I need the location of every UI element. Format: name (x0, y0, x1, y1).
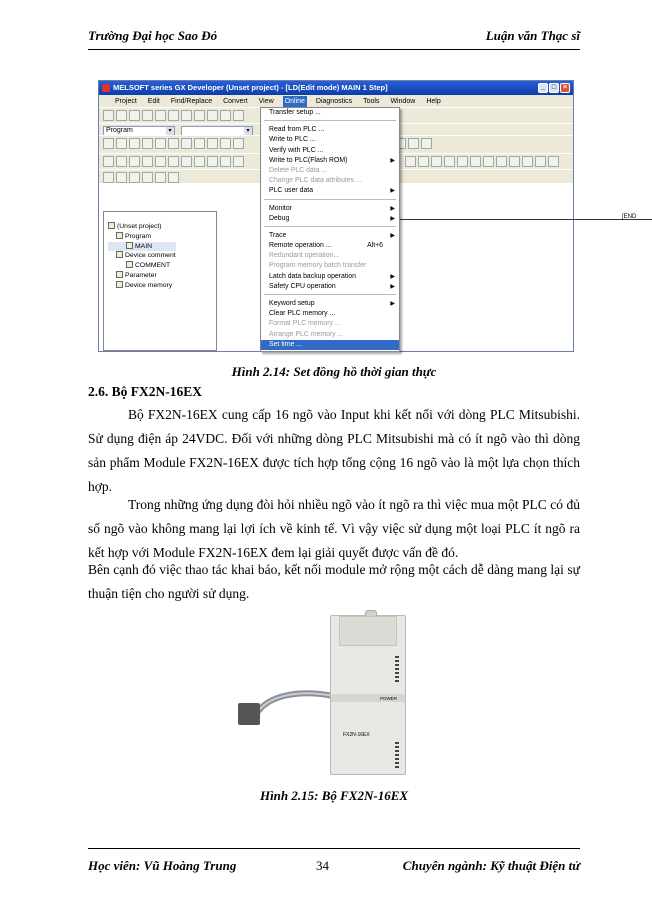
menu-item-write-to-plc-flash-rom[interactable] (261, 156, 399, 166)
menu-item-plc-user-data[interactable] (261, 186, 399, 196)
project-tree (108, 222, 176, 291)
print-icon[interactable] (142, 110, 153, 121)
tree-item-label: Parameter (125, 271, 157, 279)
menu-edit[interactable]: Edit (147, 97, 160, 105)
gx-developer-screenshot (98, 80, 637, 352)
menu-item-label: Trace (269, 231, 287, 239)
page-header (88, 28, 580, 48)
menu-item-debug[interactable] (261, 214, 399, 224)
section-heading: 2.6. Bộ FX2N-16EX (88, 384, 202, 399)
tool-icon[interactable] (548, 156, 559, 167)
tree-node-icon (116, 281, 123, 288)
menu-item-trace[interactable] (261, 231, 399, 241)
menu-item-monitor[interactable] (261, 204, 399, 214)
zoom-icon[interactable] (233, 110, 244, 121)
ladder-extra-icon[interactable] (421, 138, 432, 149)
menu-find-replace[interactable]: Find/Replace (170, 97, 213, 105)
paste-icon[interactable] (181, 110, 192, 121)
paragraph-2: Trong những ứng dụng đòi hỏi nhiều ngõ vào ít ngõ ra thì việc mua một PLC có đủ số ngõ vào không mang lại lợi ích về kinh tế. Vì vậy việc sử dụng một loại PLC ít ngõ ra kết hợp với Module FX2N-16EX đem lại giải quyết được vấn đề đó. (88, 497, 580, 560)
footer-major: Chuyên ngành: Kỹ thuật Điện tử (402, 858, 580, 873)
tree-node-icon (116, 271, 123, 278)
hline-icon[interactable] (181, 138, 192, 149)
parallel-no-icon[interactable] (129, 138, 140, 149)
tool-icon[interactable] (103, 156, 114, 167)
menu-item-change-plc-data-attributes (261, 176, 399, 186)
menu-item-set-time[interactable] (261, 340, 399, 350)
tool-icon[interactable] (535, 156, 546, 167)
menu-item-read-from-plc[interactable] (261, 125, 399, 135)
view-icon[interactable] (155, 172, 166, 183)
menu-view[interactable]: View (258, 97, 274, 105)
tool-icon[interactable] (116, 156, 127, 167)
tree-item[interactable] (108, 281, 176, 291)
undo-icon[interactable] (194, 110, 205, 121)
vline-icon[interactable] (194, 138, 205, 149)
submenu-arrow-icon: ▶ (390, 215, 395, 222)
tool-icon[interactable] (168, 156, 179, 167)
menu-item-keyword-setup[interactable] (261, 299, 399, 309)
parallel-nc-icon[interactable] (142, 138, 153, 149)
menu-item-program-memory-batch-transfer (261, 261, 399, 271)
end-instruction: [END (622, 214, 637, 220)
tree-item-label: COMMENT (135, 262, 171, 270)
terminal-cover (339, 616, 397, 646)
tool-icon[interactable] (207, 156, 218, 167)
app-logo-icon (102, 84, 110, 92)
menu-item-redundant-operation (261, 251, 399, 261)
minimize-icon[interactable]: _ (538, 83, 548, 93)
menu-item-label: Redundant operation... (269, 252, 340, 260)
submenu-arrow-icon: ▶ (390, 301, 395, 307)
maximize-icon[interactable]: □ (549, 83, 559, 93)
window-controls (538, 83, 570, 93)
tree-item-label: (Unset project) (117, 223, 162, 230)
tool-icon[interactable] (405, 156, 416, 167)
menu-tools[interactable]: Tools (363, 97, 380, 105)
menu-item-label: Debug (269, 214, 290, 222)
tree-item-label: Device comment (125, 252, 176, 260)
tool-icon[interactable] (233, 156, 244, 167)
page-footer (88, 858, 580, 878)
view-icon[interactable] (129, 172, 140, 183)
menu-item-label: Remote operation ... (269, 242, 332, 250)
tree-item[interactable] (108, 232, 176, 242)
falling-edge-icon[interactable] (220, 138, 231, 149)
expansion-module-body (330, 615, 406, 775)
submenu-arrow-icon: ▶ (390, 232, 395, 239)
tool-icon[interactable] (483, 156, 494, 167)
tree-node-icon (126, 242, 133, 249)
tree-item[interactable] (108, 242, 176, 252)
close-icon[interactable]: × (560, 83, 570, 93)
page-number: 34 (316, 858, 329, 873)
save-icon[interactable] (129, 110, 140, 121)
submenu-arrow-icon: ▶ (390, 283, 395, 290)
menu-project[interactable]: Project (115, 97, 137, 105)
tool-icon[interactable] (181, 156, 192, 167)
menu-item-verify-with-plc[interactable] (261, 146, 399, 156)
tool-icon[interactable] (194, 156, 205, 167)
menu-shortcut: Alt+6 (367, 242, 383, 250)
menu-item-label: Program memory batch transfer (269, 262, 367, 270)
menu-item-transfer-setup[interactable] (261, 108, 399, 118)
header-divider (88, 49, 580, 50)
menu-item-remote-operation[interactable] (261, 241, 399, 251)
new-file-icon[interactable] (103, 110, 114, 121)
contact-nc-icon[interactable] (116, 138, 127, 149)
menu-item-delete-plc-data (261, 166, 399, 176)
contact-no-icon[interactable] (103, 138, 114, 149)
tool-icon[interactable] (155, 156, 166, 167)
menu-window[interactable]: Window (390, 97, 416, 105)
tool-icon[interactable] (509, 156, 520, 167)
tree-item[interactable] (108, 222, 176, 232)
tool-icon[interactable] (522, 156, 533, 167)
rising-edge-icon[interactable] (207, 138, 218, 149)
menu-item-label: Write to PLC(Flash ROM) (269, 156, 348, 164)
tree-item[interactable] (108, 251, 176, 261)
menu-item-safety-cpu-operation[interactable] (261, 282, 399, 292)
menu-item-label: Set time ... (269, 340, 302, 348)
tree-item-label: MAIN (135, 242, 152, 250)
menu-item-label: PLC user data (269, 187, 314, 195)
tool-icon[interactable] (444, 156, 455, 167)
tool-icon[interactable] (142, 156, 153, 167)
tree-node-icon (126, 261, 133, 268)
open-file-icon[interactable] (116, 110, 127, 121)
input-led-row-bottom (395, 742, 399, 768)
menu-item-label: Write to PLC ... (269, 136, 316, 144)
submenu-arrow-icon: ▶ (390, 273, 395, 280)
copy-icon[interactable] (168, 110, 179, 121)
menu-bar (99, 95, 573, 107)
menu-item-label: Format PLC memory ... (269, 320, 341, 328)
online-menu-dropdown (260, 107, 400, 352)
menu-item-clear-plc-memory[interactable] (261, 309, 399, 319)
tool-icon[interactable] (431, 156, 442, 167)
menu-item-label: Safety CPU operation (269, 282, 336, 290)
tool-icon[interactable] (220, 156, 231, 167)
delete-line-icon[interactable] (233, 138, 244, 149)
cable-connector (238, 703, 260, 725)
paragraph-1: Bộ FX2N-16EX cung cấp 16 ngõ vào Input khi kết nối với dòng PLC Mitsubishi. Sử dụng điện áp 24VDC. Đối với những dòng PLC Mitsubishi mà có ít ngõ vào thì dòng sản phẩm Module FX2N-16EX được tích hợp tổng cộng 16 ngõ vào là một lựa chọn thích hợp. (88, 407, 580, 494)
tree-node-icon (116, 251, 123, 258)
cut-icon[interactable] (155, 110, 166, 121)
tree-item-label: Program (125, 232, 152, 240)
menu-item-label: Latch data backup operation (269, 272, 356, 280)
tree-node-icon (116, 232, 123, 239)
menu-item-write-to-plc[interactable] (261, 135, 399, 145)
menu-item-label: Clear PLC memory ... (269, 310, 336, 318)
menu-item-label: Change PLC data attributes ... (269, 177, 362, 185)
tree-item-label: Device memory (125, 281, 173, 289)
menu-diagnostics[interactable]: Diagnostics (315, 97, 353, 105)
menu-item-latch-data-backup-operation[interactable] (261, 272, 399, 282)
menu-item-label: Delete PLC data ... (269, 166, 328, 174)
view-icon[interactable] (142, 172, 153, 183)
menu-item-label: Verify with PLC ... (269, 146, 324, 154)
footer-student: Học viên: Vũ Hoàng Trung (88, 858, 237, 873)
program-combo[interactable]: Program ▾ (103, 126, 175, 136)
header-university: Trường Đại học Sao Đỏ (88, 28, 218, 43)
model-label: FX2N-16EX (343, 732, 370, 738)
tool-icon[interactable] (129, 156, 140, 167)
menu-online[interactable]: Online (284, 97, 305, 105)
paragraph-3: Bên cạnh đó việc thao tác khai báo, kết nối module mở rộng một cách dễ dàng mang lại sự thuận tiện cho người sử dụng. (88, 562, 580, 601)
footer-divider (88, 848, 580, 849)
menu-item-label: Read from PLC ... (269, 126, 325, 134)
window-title: MELSOFT series GX Developer (Unset project) - [LD(Edit mode) MAIN 1 Step] (113, 83, 388, 92)
tree-item[interactable] (108, 271, 176, 281)
tree-node-icon (108, 222, 115, 229)
menu-help[interactable]: Help (426, 97, 441, 105)
fx2n-16ex-module-photo (238, 605, 408, 777)
instruction-icon[interactable] (168, 138, 179, 149)
window-titlebar (99, 81, 573, 95)
menu-convert[interactable]: Convert (223, 97, 248, 105)
ladder-extra-icon[interactable] (408, 138, 419, 149)
view-icon[interactable] (168, 172, 179, 183)
input-led-row-top (395, 656, 399, 684)
tool-icon[interactable] (457, 156, 468, 167)
menu-item-label: Monitor (269, 204, 292, 212)
power-label: POWER (379, 696, 397, 701)
tree-item[interactable] (108, 261, 176, 271)
menu-item-format-plc-memory (261, 319, 399, 329)
submenu-arrow-icon: ▶ (390, 188, 395, 195)
menu-item-label: Arrange PLC memory ... (269, 330, 344, 338)
submenu-arrow-icon: ▶ (390, 205, 395, 212)
coil-icon[interactable] (155, 138, 166, 149)
tool-icon[interactable] (470, 156, 481, 167)
submenu-arrow-icon: ▶ (390, 157, 395, 164)
redo-icon[interactable] (207, 110, 218, 121)
menu-item-label: Keyword setup (269, 300, 315, 307)
find-icon[interactable] (220, 110, 231, 121)
view-icon[interactable] (116, 172, 127, 183)
menu-item-arrange-plc-memory (261, 330, 399, 340)
view-icon[interactable] (103, 172, 114, 183)
header-thesis-type: Luận văn Thạc sĩ (485, 28, 580, 43)
menu-item-label: Transfer setup ... (269, 109, 321, 116)
figure-caption-2-14: Hình 2.14: Set đồng hồ thời gian thực (231, 364, 437, 379)
tool-icon[interactable] (496, 156, 507, 167)
project-tree-pane (103, 211, 217, 351)
tool-icon[interactable] (418, 156, 429, 167)
figure-caption-2-15: Hình 2.15: Bộ FX2N-16EX (259, 788, 409, 803)
